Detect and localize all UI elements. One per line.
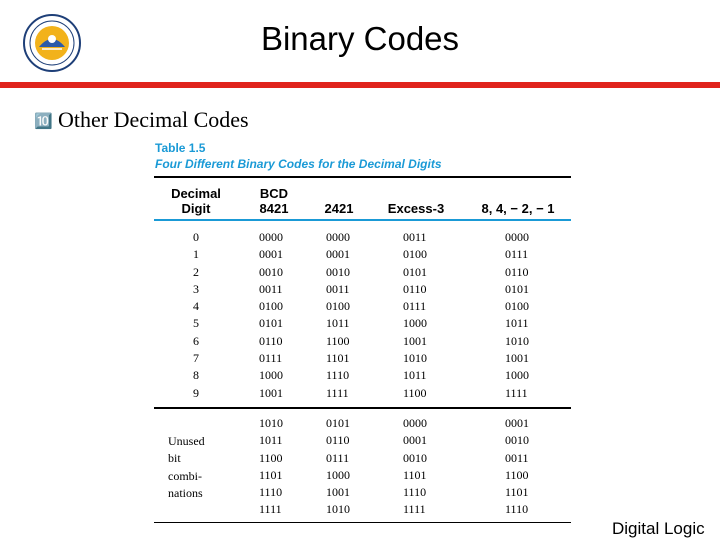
excess3-cell: 1011 [403, 368, 427, 383]
col-unused-84m2m1 [505, 415, 545, 519]
unused-label-line: Unused [168, 434, 205, 448]
c84m2m1-cell: 0110 [505, 264, 529, 279]
digit-cell: 0 [193, 230, 199, 244]
header-bcd-line1: BCD [259, 186, 289, 201]
bcd-cell: 0001 [259, 247, 283, 262]
unused-bcd-cell: 1011 [259, 433, 283, 448]
c2421-cell: 1011 [326, 316, 350, 331]
c84m2m1-cell: 1011 [505, 316, 529, 331]
unused-c2421-cell: 0101 [326, 416, 350, 430]
excess3-cell: 0111 [403, 299, 427, 314]
unused-c84m2m1-cell: 1100 [505, 467, 529, 482]
header-bcd-line2: 8421 [259, 201, 289, 216]
unused-label-line: nations [168, 485, 203, 500]
table-caption: Four Different Binary Codes for the Decimal Digits [155, 157, 442, 171]
excess3-cell: 1000 [403, 316, 427, 331]
title-divider [0, 82, 720, 88]
slide-title: Binary Codes [260, 20, 460, 57]
header-8421-neg: 8, 4, − 2, − 1 [481, 201, 555, 216]
col-84m2m1 [505, 229, 545, 402]
digit-cell: 8 [193, 368, 199, 383]
excess3-cell: 1010 [403, 351, 427, 366]
c2421-cell: 1101 [326, 351, 350, 366]
header-2421: 2421 [324, 201, 354, 216]
table-label: Table 1.5 [155, 141, 206, 155]
c84m2m1-cell: 1010 [505, 333, 529, 348]
bcd-cell: 0110 [259, 333, 283, 348]
unused-c84m2m1-cell: 1101 [505, 485, 529, 500]
col-bcd [259, 229, 299, 402]
digit-cell: 7 [193, 351, 199, 366]
digit-cell: 3 [193, 281, 199, 296]
unused-c2421-cell: 1001 [326, 485, 350, 500]
unused-label-line: combi- [168, 468, 202, 483]
unused-excess3-cell: 1110 [403, 485, 427, 500]
c2421-cell: 0010 [326, 264, 350, 279]
c84m2m1-cell: 0100 [505, 299, 529, 314]
bcd-cell: 0100 [259, 299, 283, 314]
unused-label [168, 433, 205, 502]
bcd-cell: 0010 [259, 264, 283, 279]
unused-c2421-cell: 1000 [326, 467, 350, 482]
digit-cell: 2 [193, 264, 199, 279]
bcd-cell: 0000 [259, 230, 283, 244]
unused-c84m2m1-cell: 0010 [505, 433, 529, 448]
c2421-cell: 1110 [326, 368, 350, 383]
unused-excess3-cell: 0001 [403, 433, 427, 448]
unused-bcd-cell: 1110 [259, 485, 283, 500]
c2421-cell: 0100 [326, 299, 350, 314]
table-bottom-rule [154, 522, 571, 523]
bcd-cell: 1001 [259, 385, 283, 400]
header-decimal-line2: Digit [181, 201, 211, 216]
bcd-cell: 0111 [259, 351, 283, 366]
table-top-rule [154, 176, 571, 178]
excess3-cell: 1100 [403, 385, 427, 400]
unused-excess3-cell: 0010 [403, 450, 427, 465]
col-2421 [326, 229, 366, 402]
bcd-cell: 1000 [259, 368, 283, 383]
c2421-cell: 1100 [326, 333, 350, 348]
col-excess3 [403, 229, 443, 402]
unused-c2421-cell: 0110 [326, 433, 350, 448]
excess3-cell: 0110 [403, 281, 427, 296]
digit-cell: 6 [193, 333, 199, 348]
c84m2m1-cell: 0101 [505, 281, 529, 296]
col-unused-2421 [326, 415, 366, 519]
unused-excess3-cell: 1111 [403, 502, 426, 517]
header-decimal-line1: Decimal [171, 186, 221, 201]
c2421-cell: 0000 [326, 230, 350, 244]
digit-cell: 4 [193, 299, 199, 314]
excess3-cell: 0100 [403, 247, 427, 262]
header-decimal [158, 186, 234, 216]
unused-label-line: bit [168, 451, 181, 466]
unused-bcd-cell: 1100 [259, 450, 283, 465]
c2421-cell: 0011 [326, 281, 350, 296]
unused-bcd-cell: 1010 [259, 416, 283, 430]
bcd-cell: 0101 [259, 316, 283, 331]
c84m2m1-cell: 0000 [505, 230, 529, 244]
bullet-text: Other Decimal Codes [58, 107, 249, 132]
excess3-cell: 0101 [403, 264, 427, 279]
bcd-cell: 0011 [259, 281, 283, 296]
col-unused-excess3 [403, 415, 443, 519]
unused-c84m2m1-cell: 1110 [505, 502, 529, 517]
digit-cell: 5 [193, 316, 199, 331]
digit-cell: 1 [193, 247, 199, 262]
bullet-icon: 🔟 [34, 112, 53, 130]
unused-bcd-cell: 1111 [259, 502, 282, 517]
c84m2m1-cell: 1001 [505, 351, 529, 366]
c84m2m1-cell: 1000 [505, 368, 529, 383]
unused-c84m2m1-cell: 0001 [505, 416, 529, 430]
digit-cell: 9 [193, 385, 199, 400]
col-unused-bcd [259, 415, 299, 519]
unused-excess3-cell: 0000 [403, 416, 427, 430]
footer-text: Digital Logic [612, 519, 705, 538]
col-digit [182, 229, 210, 402]
c84m2m1-cell: 0111 [505, 247, 529, 262]
unused-c2421-cell: 0111 [326, 450, 350, 465]
unused-excess3-cell: 1101 [403, 467, 427, 482]
header-bcd [247, 186, 301, 216]
c84m2m1-cell: 1111 [505, 385, 528, 400]
c2421-cell: 0001 [326, 247, 350, 262]
c2421-cell: 1111 [326, 385, 349, 400]
excess3-cell: 0011 [403, 230, 427, 244]
excess3-cell: 1001 [403, 333, 427, 348]
header-excess3: Excess-3 [387, 201, 445, 216]
unused-c84m2m1-cell: 0011 [505, 450, 529, 465]
header-rule [154, 219, 571, 221]
unused-bcd-cell: 1101 [259, 467, 283, 482]
unused-c2421-cell: 1010 [326, 502, 350, 517]
unused-divider [154, 407, 571, 409]
